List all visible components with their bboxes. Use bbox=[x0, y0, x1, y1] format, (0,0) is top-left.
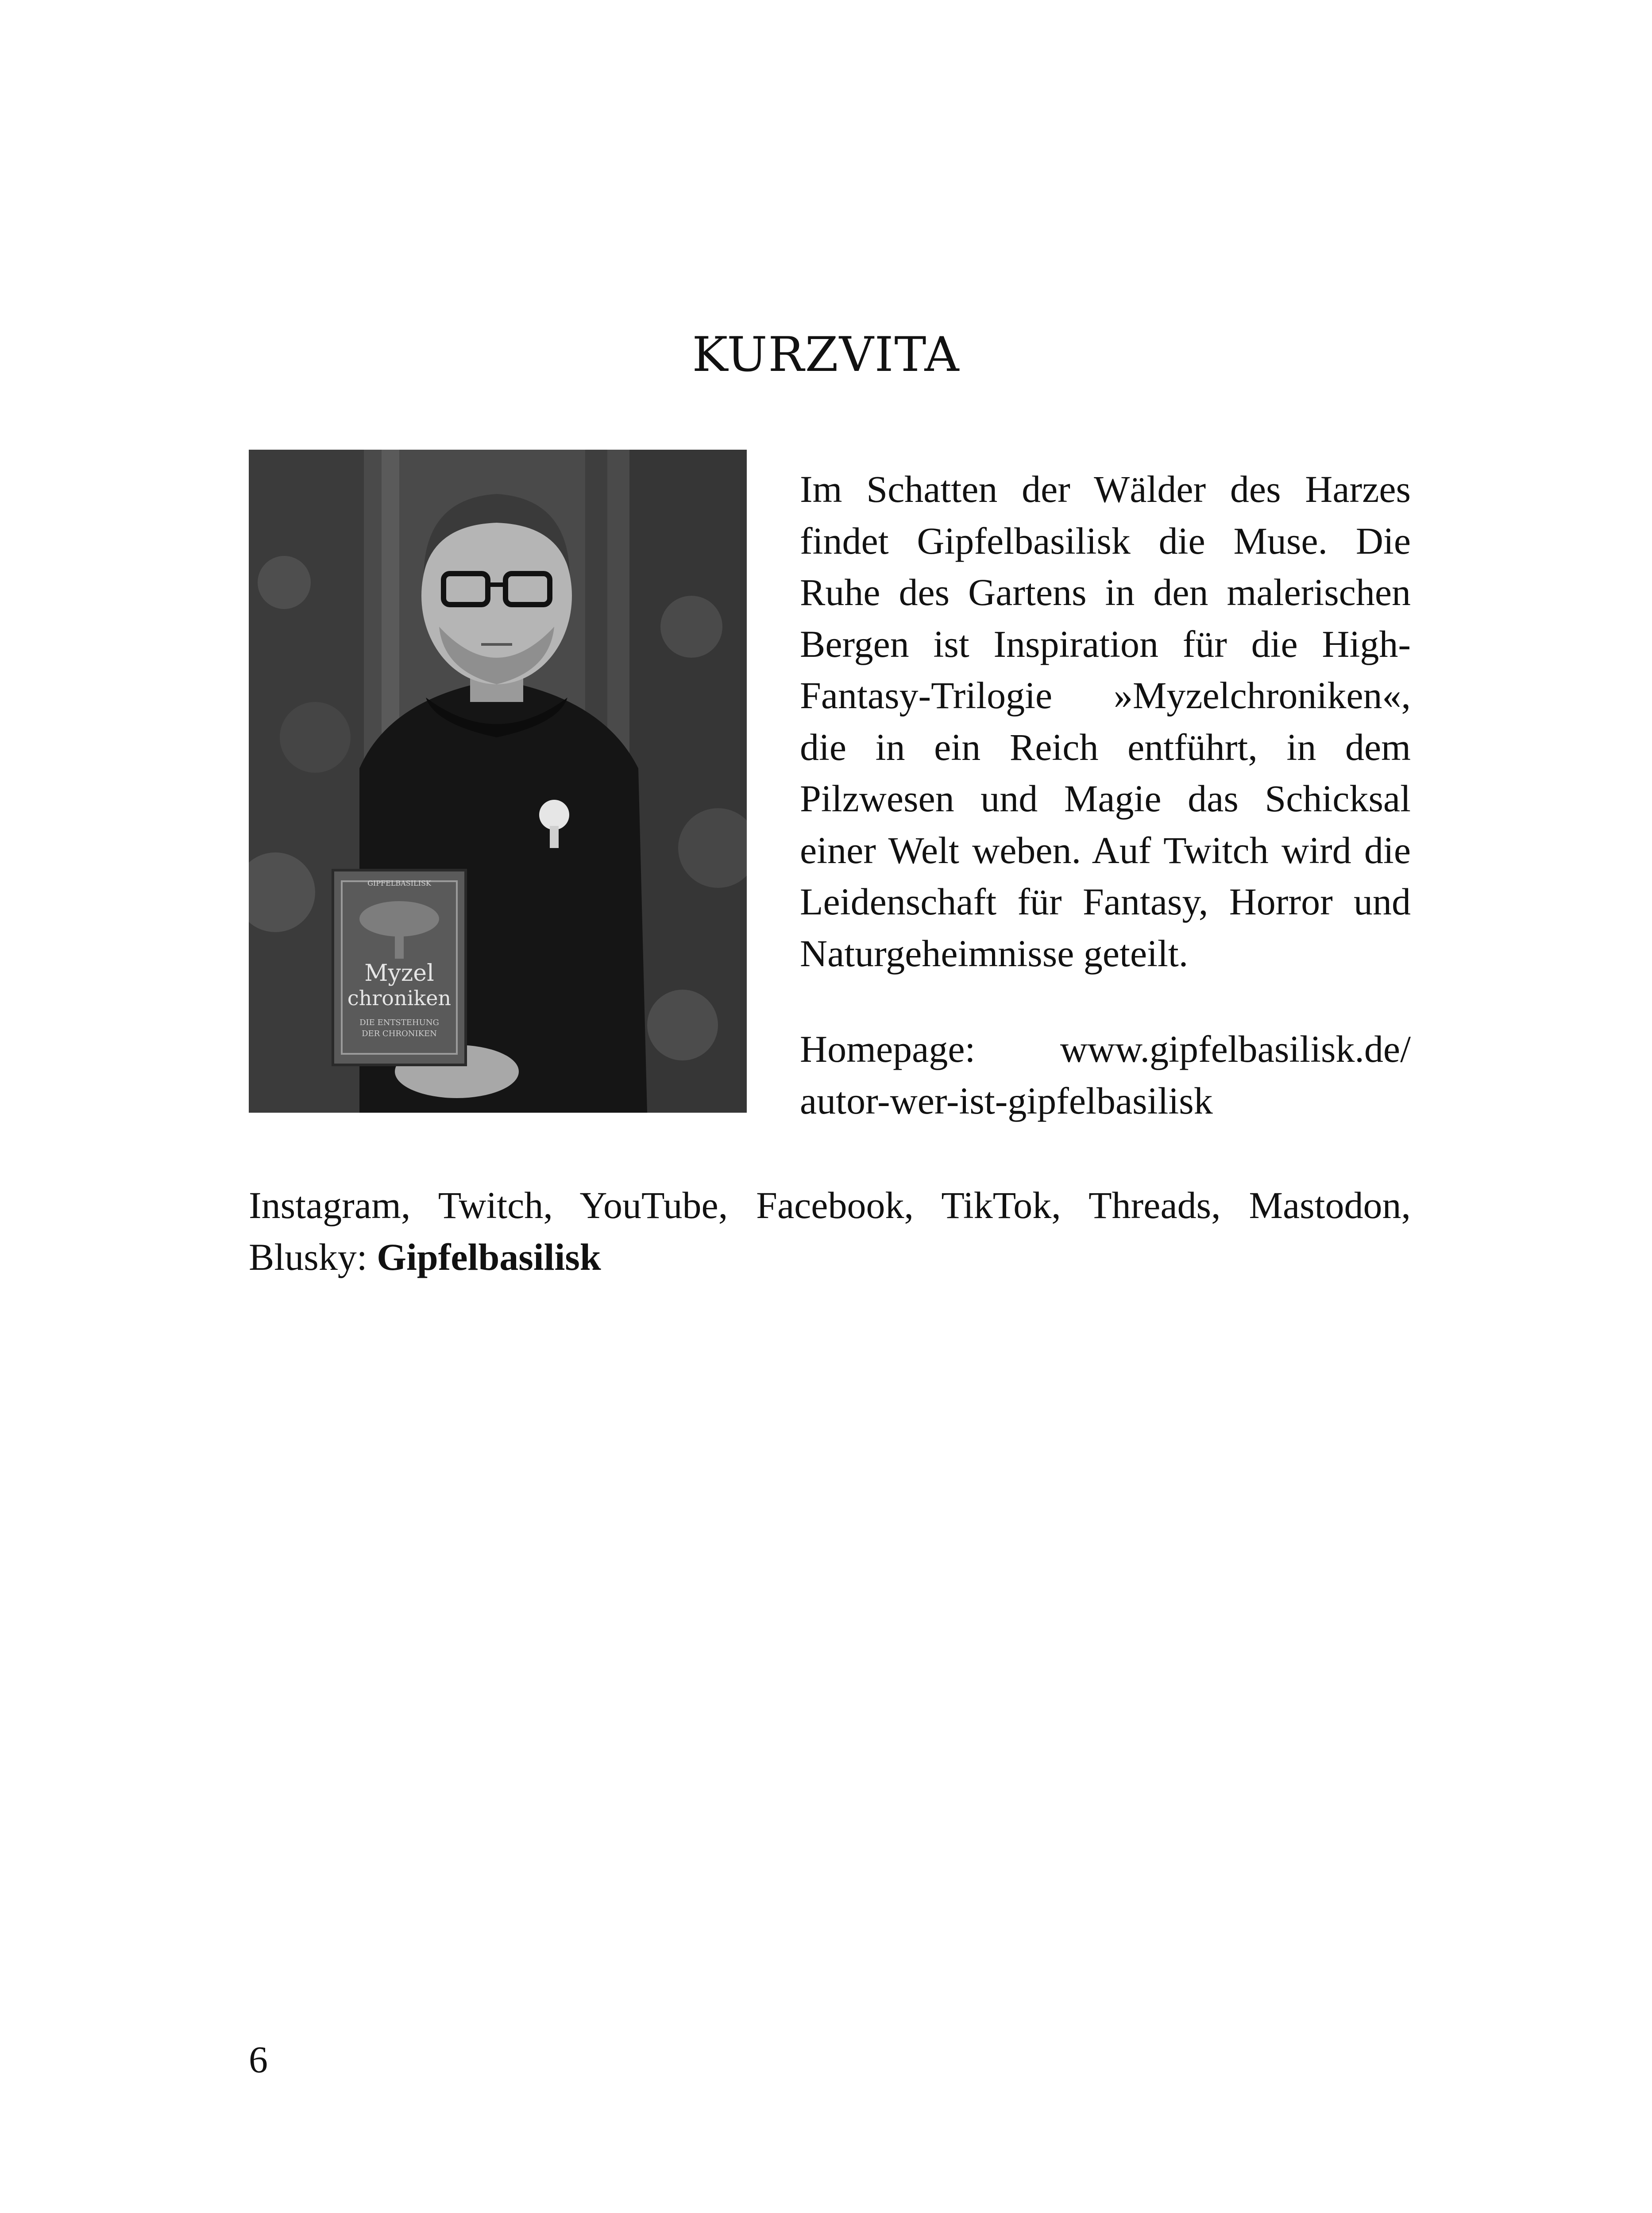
book-subtitle-line1: DIE ENTSTEHUNG bbox=[359, 1018, 439, 1027]
book-subtitle-line2: DER CHRONIKEN bbox=[362, 1029, 437, 1038]
social-handle: Gipfelbasilisk bbox=[377, 1235, 601, 1278]
social-media-line bbox=[249, 1180, 1411, 1283]
page-title: KURZVITA bbox=[692, 327, 960, 383]
homepage-link-part2[interactable]: autor-wer-ist-gipfelbasilisk bbox=[800, 1079, 1213, 1122]
bio-paragraph: Im Schatten der Wälder des Harzes findet Gipfelbasilisk die Muse. Die Ruhe des Gartens in den malerischen Bergen ist Inspiration für die High-Fantasy-Trilogie »Myzelchroniken«, die in ein Reich entführt, in dem Pilzwesen und Magie das Schicksal einer Welt weben. Auf Twitch wird die Leidenschaft für Fantasy, Horror und Naturgeheimnisse geteilt. bbox=[800, 468, 1411, 975]
homepage-block bbox=[800, 1023, 1411, 1126]
page-number: 6 bbox=[249, 2038, 268, 2081]
homepage-label: Homepage: bbox=[800, 1028, 976, 1070]
homepage-link-part1[interactable]: www.gipfelbasilisk.de/ bbox=[1060, 1028, 1411, 1070]
book-title-line2: chroniken bbox=[347, 986, 452, 1010]
social-platforms: Instagram, Twitch, YouTube, Facebook, TikTok, Threads, Mastodon, Blusky: bbox=[249, 1184, 1411, 1278]
book-author: GIPFELBASILISK bbox=[367, 879, 431, 887]
author-photo bbox=[249, 450, 747, 1113]
book-title-line1: Myzel bbox=[364, 960, 434, 987]
